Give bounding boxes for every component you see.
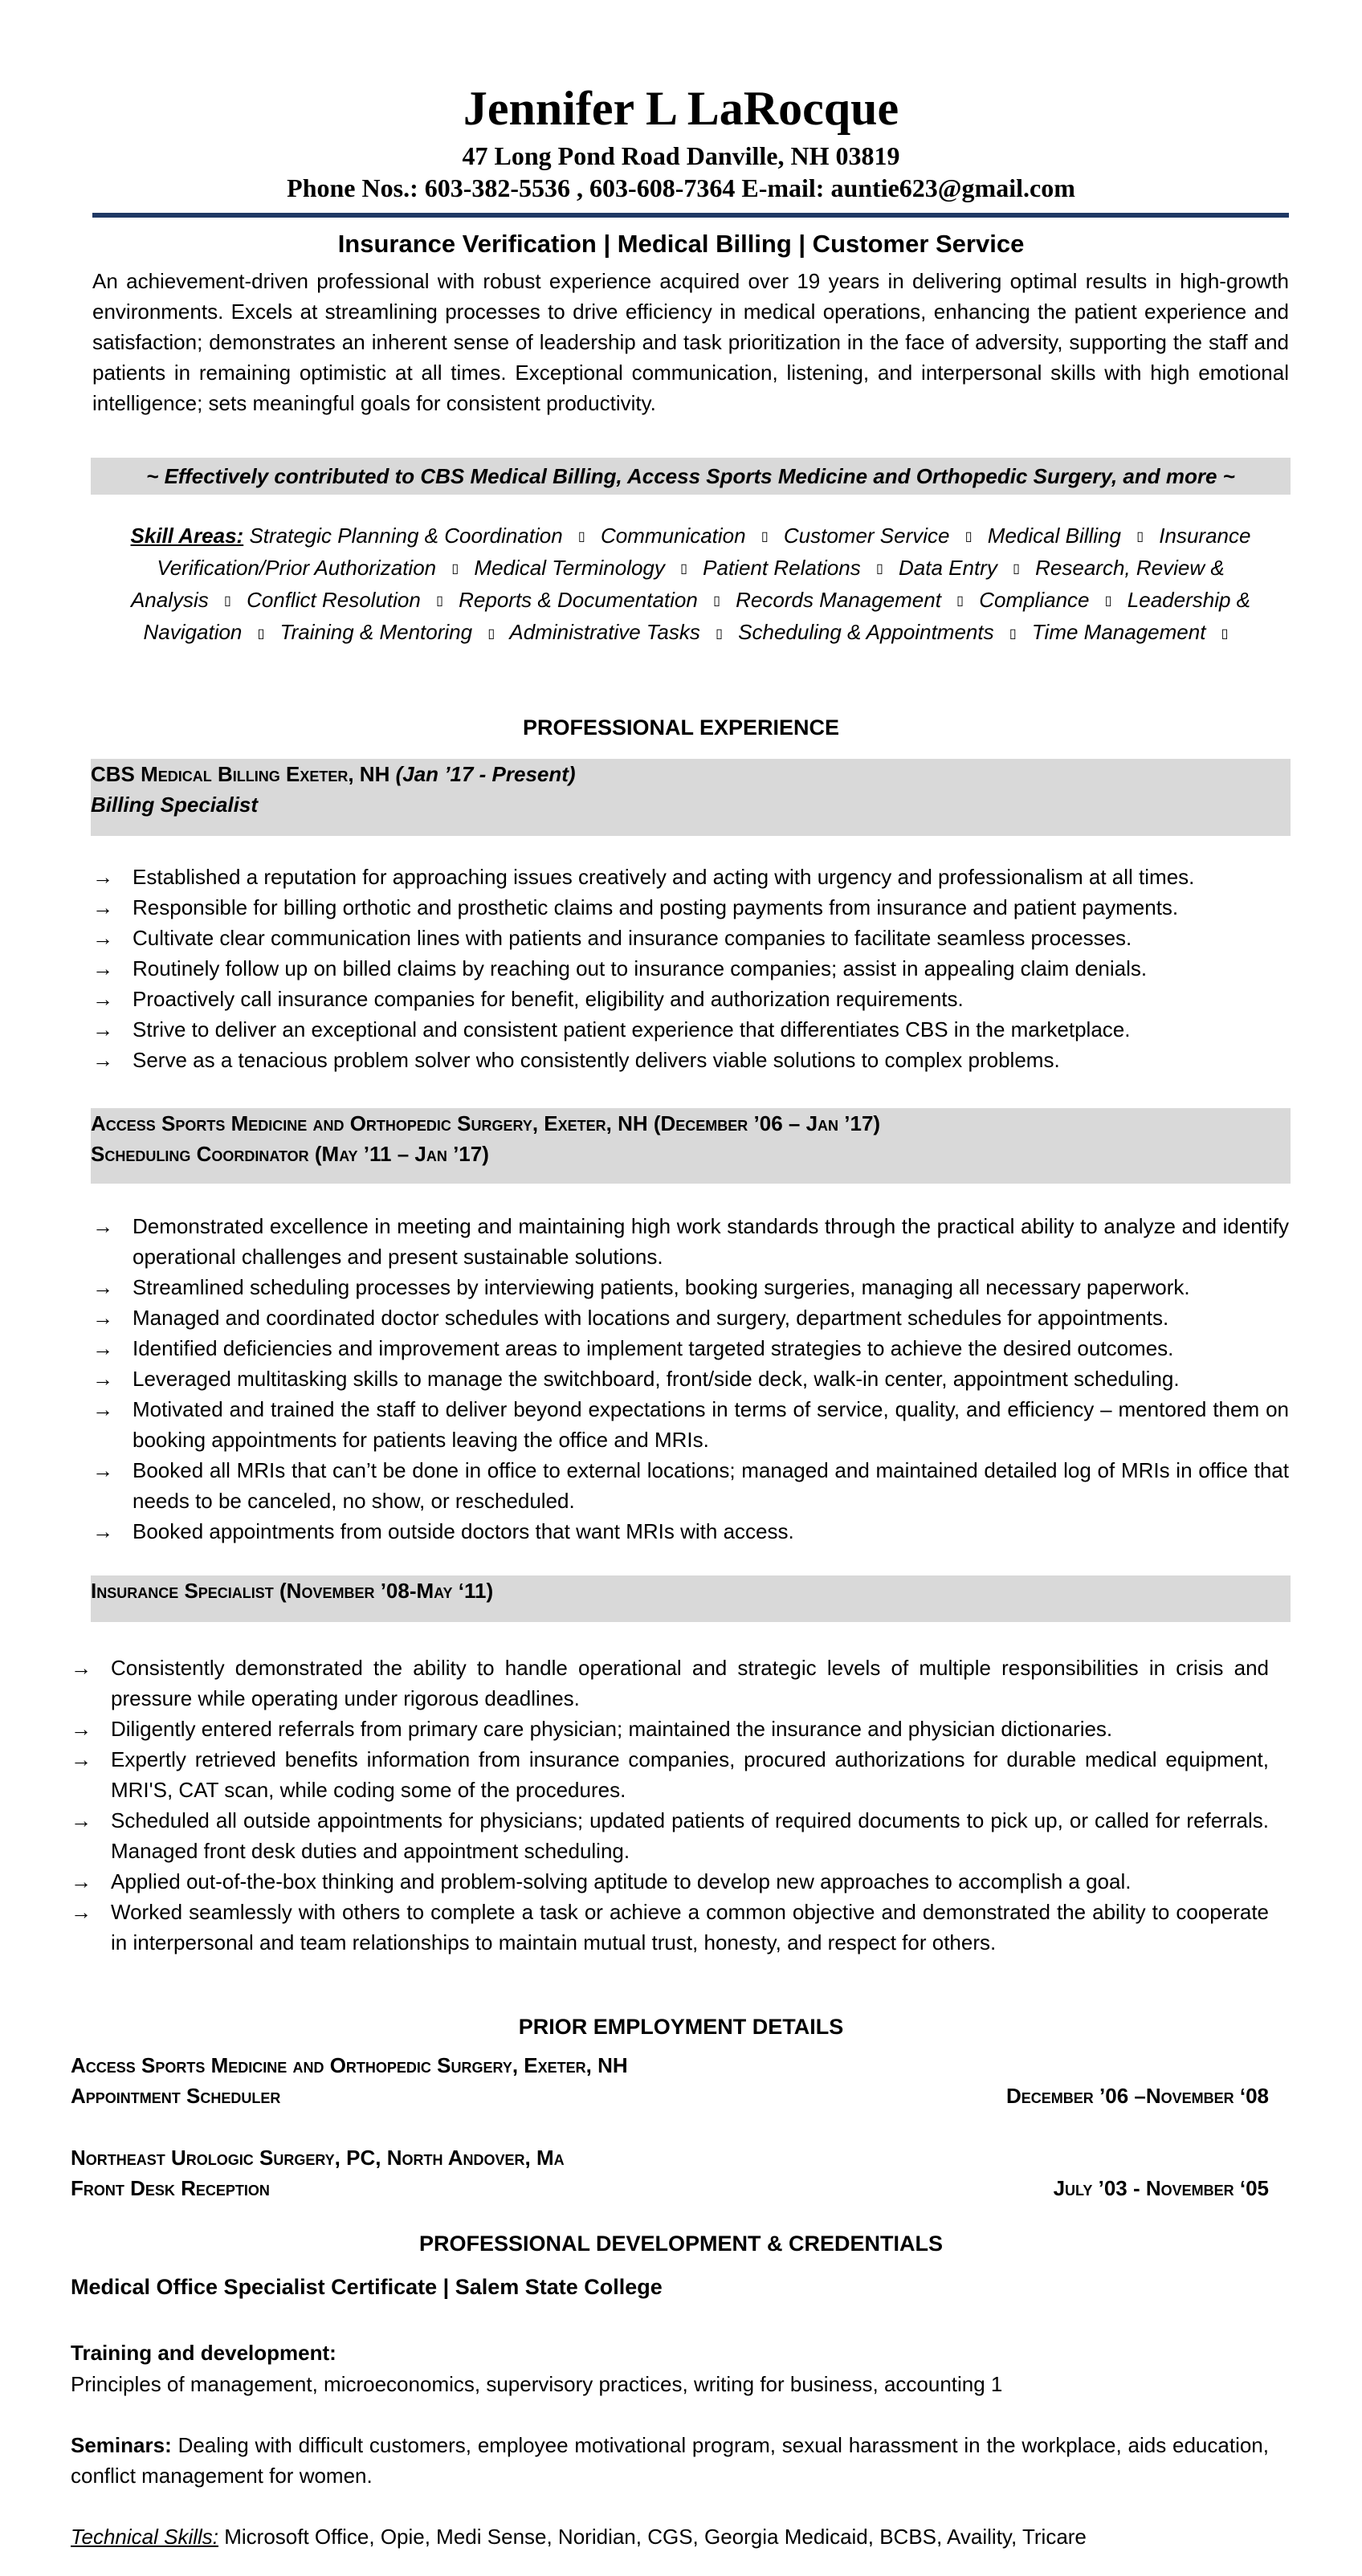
bullet-text: Streamlined scheduling processes by interviewing patients, booking surgeries, managing all necessary paperwork. bbox=[133, 1275, 1190, 1299]
arrow-right-icon: → bbox=[92, 1214, 113, 1238]
skill-item: Compliance bbox=[979, 588, 1090, 613]
separator-icon: ▯ bbox=[875, 562, 883, 577]
bullet-text: Strive to deliver an exceptional and consistent patient experience that differentiates CBS in the marketplace. bbox=[133, 1017, 1131, 1041]
job-bullets-insurance bbox=[71, 1653, 1269, 1958]
bullet-text: Identified deficiencies and improvement areas to implement targeted strategies to achieve the desired outcomes. bbox=[133, 1336, 1174, 1360]
certificate: Medical Office Specialist Certificate | Salem State College bbox=[71, 2275, 663, 2299]
header-divider bbox=[92, 213, 1289, 218]
separator-icon: ▯ bbox=[1013, 562, 1020, 577]
skill-item: Time Management bbox=[1031, 620, 1206, 645]
skill-item: Leadership & Navigation bbox=[143, 588, 1251, 645]
prior-item bbox=[71, 2050, 1269, 2111]
job-company: CBS Medical Billing Exeter, NH bbox=[91, 762, 390, 786]
candidate-name: Jennifer L LaRocque bbox=[463, 82, 899, 135]
job-bullets-cbs bbox=[92, 862, 1289, 1075]
technical-label: Technical Skills: bbox=[71, 2525, 219, 2549]
job-header-cbs bbox=[91, 759, 1291, 836]
seminars-text: Dealing with difficult customers, employee motivational program, sexual harassment in the workplace, aids education, conflict management for women. bbox=[71, 2433, 1269, 2488]
bullet-text: Serve as a tenacious problem solver who consistently delivers viable solutions to complex problems. bbox=[133, 1048, 1060, 1072]
skill-item: Insurance Verification/Prior Authorization bbox=[157, 524, 1251, 581]
bullet-text: Motivated and trained the staff to deliver beyond expectations in terms of service, quality, and efficiency – mentored them on booking appointments for patients leaving the office and MRIs. bbox=[133, 1397, 1289, 1452]
technical-skills bbox=[71, 2521, 1269, 2552]
headline: Insurance Verification | Medical Billing | Customer Service bbox=[337, 230, 1025, 258]
separator-icon: ▯ bbox=[436, 594, 443, 609]
bullet-item bbox=[71, 1744, 1269, 1805]
arrow-right-icon: → bbox=[92, 895, 113, 919]
bullet-item bbox=[92, 862, 1289, 892]
arrow-right-icon: → bbox=[92, 1275, 113, 1299]
separator-icon: ▯ bbox=[224, 594, 231, 609]
bullet-item bbox=[92, 1272, 1289, 1302]
skill-item: Reports & Documentation bbox=[459, 588, 698, 613]
technical-text: Microsoft Office, Opie, Medi Sense, Noridian, CGS, Georgia Medicaid, BCBS, Availity, Tricare bbox=[224, 2525, 1087, 2549]
prior-role: Front Desk Reception bbox=[71, 2176, 270, 2200]
arrow-right-icon: → bbox=[71, 1717, 92, 1741]
bullet-item bbox=[92, 1363, 1289, 1394]
bullet-text: Responsible for billing orthotic and prosthetic claims and posting payments from insurance and patient payments. bbox=[133, 895, 1179, 919]
arrow-right-icon: → bbox=[71, 1869, 92, 1893]
arrow-right-icon: → bbox=[71, 1656, 92, 1680]
arrow-right-icon: → bbox=[92, 1519, 113, 1543]
bullet-item bbox=[92, 1045, 1289, 1075]
job-bullets-access bbox=[92, 1211, 1289, 1547]
seminars bbox=[71, 2430, 1269, 2491]
bullet-text: Leveraged multitasking skills to manage the switchboard, front/side deck, walk-in center, appointment scheduling. bbox=[133, 1367, 1180, 1391]
bullet-item bbox=[71, 1866, 1269, 1897]
bullet-text: Diligently entered referrals from primary care physician; maintained the insurance and physician dictionaries. bbox=[111, 1717, 1113, 1741]
bullet-text: Booked appointments from outside doctors that want MRIs with access. bbox=[133, 1519, 794, 1543]
contact-line: Phone Nos.: 603-382-5536 , 603-608-7364 E-mail: auntie623@gmail.com bbox=[287, 173, 1075, 202]
separator-icon: ▯ bbox=[1221, 626, 1229, 641]
separator-icon: ▯ bbox=[451, 562, 459, 577]
skill-item: Scheduling & Appointments bbox=[738, 620, 994, 645]
bullet-text: Routinely follow up on billed claims by reaching out to insurance companies; assist in appealing claim denials. bbox=[133, 956, 1148, 980]
bullet-item bbox=[71, 1653, 1269, 1714]
bullet-text: Scheduled all outside appointments for physicians; updated patients of required documents to pick up, or called for referrals. Managed front desk duties and appointment scheduling. bbox=[111, 1808, 1269, 1863]
address: 47 Long Pond Road Danville, NH 03819 bbox=[462, 141, 900, 170]
bullet-text: Managed and coordinated doctor schedules with locations and surgery, department schedules for appointments. bbox=[133, 1306, 1169, 1330]
bullet-text: Demonstrated excellence in meeting and maintaining high work standards through the practical ability to analyze and identify operational challenges and present sustainable solutions. bbox=[133, 1214, 1289, 1269]
arrow-right-icon: → bbox=[92, 1017, 113, 1041]
bullet-item bbox=[92, 1394, 1289, 1455]
job-header-insurance bbox=[91, 1575, 1291, 1622]
separator-icon: ▯ bbox=[713, 594, 720, 609]
skill-item: Records Management bbox=[736, 588, 941, 613]
bullet-text: Proactively call insurance companies for benefit, eligibility and authorization requirements. bbox=[133, 987, 964, 1011]
skill-item: Strategic Planning & Coordination bbox=[249, 524, 563, 548]
skill-item: Training & Mentoring bbox=[279, 620, 473, 645]
bullet-item bbox=[92, 953, 1289, 984]
arrow-right-icon: → bbox=[92, 1458, 113, 1482]
bullet-item bbox=[92, 1302, 1289, 1333]
prior-company: Access Sports Medicine and Orthopedic Surgery, Exeter, NH bbox=[71, 2053, 628, 2077]
separator-icon: ▯ bbox=[680, 562, 687, 577]
arrow-right-icon: → bbox=[71, 1747, 92, 1771]
skill-item: Research, Review & Analysis bbox=[130, 556, 1225, 613]
arrow-right-icon: → bbox=[92, 926, 113, 950]
prior-role: Appointment Scheduler bbox=[71, 2084, 281, 2108]
job-header-access bbox=[91, 1108, 1291, 1184]
separator-icon: ▯ bbox=[1104, 594, 1112, 609]
job-role: Billing Specialist bbox=[91, 793, 259, 817]
arrow-right-icon: → bbox=[92, 1048, 113, 1072]
bullet-text: Booked all MRIs that can’t be done in office to external locations; managed and maintained detailed log of MRIs in office that needs to be canceled, no show, or rescheduled. bbox=[133, 1458, 1289, 1513]
bullet-item bbox=[92, 1516, 1289, 1547]
bullet-item bbox=[92, 984, 1289, 1014]
job-role: Insurance Specialist (November ’08-May ‘11) bbox=[91, 1579, 494, 1603]
bullet-item bbox=[92, 923, 1289, 953]
bullet-item bbox=[92, 1455, 1289, 1516]
seminars-label: Seminars: bbox=[71, 2433, 172, 2457]
bullet-item bbox=[71, 1805, 1269, 1866]
summary: An achievement-driven professional with robust experience acquired over 19 years in delivering optimal results in high-growth environments. Excels at streamlining processes to drive efficiency in medical operations, enhancing the patient experience and satisfaction; demonstrates an inherent sense of leadership and task prioritization in the face of adversity, supporting the staff and patients in remaining optimistic at all times. Exceptional communication, listening, and interpersonal skills with high emotional intelligence; sets meaningful goals for consistent productivity. bbox=[92, 269, 1289, 415]
skill-item: Medical Billing bbox=[987, 524, 1121, 548]
prior-item bbox=[71, 2142, 1269, 2203]
separator-icon: ▯ bbox=[964, 530, 973, 544]
bullet-item bbox=[71, 1897, 1269, 1958]
job-dates: (Jan ’17 - Present) bbox=[395, 762, 576, 786]
prior-dates: December ’06 –November ‘08 bbox=[1006, 2084, 1269, 2108]
bullet-text: Worked seamlessly with others to complete a task or achieve a common objective and demonstrated the ability to cooperate in interpersonal and team relationships to maintain mutual trust, honesty, and respect for others. bbox=[111, 1900, 1269, 1954]
skill-item: Patient Relations bbox=[703, 556, 861, 581]
separator-icon: ▯ bbox=[1009, 626, 1017, 641]
arrow-right-icon: → bbox=[92, 1397, 113, 1421]
arrow-right-icon: → bbox=[92, 956, 113, 980]
separator-icon: ▯ bbox=[577, 530, 585, 544]
training-text: Principles of management, microeconomics, supervisory practices, writing for business, accounting 1 bbox=[71, 2372, 1003, 2396]
arrow-right-icon: → bbox=[92, 865, 113, 889]
arrow-right-icon: → bbox=[71, 1900, 92, 1924]
bullet-text: Applied out-of-the-box thinking and problem-solving aptitude to develop new approaches to accomplish a goal. bbox=[111, 1869, 1132, 1893]
bullet-text: Cultivate clear communication lines with patients and insurance companies to facilitate seamless processes. bbox=[133, 926, 1132, 950]
skill-item: Customer Service bbox=[783, 524, 950, 548]
bullet-text: Established a reputation for approaching issues creatively and acting with urgency and professionalism at all times. bbox=[133, 865, 1195, 889]
prior-dates: July ’03 - November ‘05 bbox=[1053, 2176, 1269, 2200]
skill-item: Data Entry bbox=[899, 556, 997, 581]
bullet-item bbox=[92, 1333, 1289, 1363]
separator-icon: ▯ bbox=[257, 626, 265, 641]
skill-item: Communication bbox=[600, 524, 746, 548]
skill-areas-label: Skill Areas: bbox=[130, 524, 244, 548]
arrow-right-icon: → bbox=[92, 1367, 113, 1391]
arrow-right-icon: → bbox=[92, 987, 113, 1011]
separator-icon: ▯ bbox=[956, 594, 964, 609]
separator-icon: ▯ bbox=[1136, 530, 1144, 544]
prior-title: PRIOR EMPLOYMENT DETAILS bbox=[518, 2015, 844, 2039]
skill-areas bbox=[128, 520, 1253, 650]
experience-title: PROFESSIONAL EXPERIENCE bbox=[522, 715, 840, 740]
training-label: Training and development: bbox=[71, 2341, 336, 2365]
bullet-text: Consistently demonstrated the ability to handle operational and strategic levels of multiple responsibilities in crisis and pressure while operating under rigorous deadlines. bbox=[111, 1656, 1269, 1710]
bullet-item bbox=[92, 892, 1289, 923]
banner: ~ Effectively contributed to CBS Medical Billing, Access Sports Medicine and Orthopedic Surgery, and more ~ bbox=[91, 458, 1291, 495]
bullet-text: Expertly retrieved benefits information from insurance companies, procured authorizations for durable medical equipment, MRI'S, CAT scan, while coding some of the procedures. bbox=[111, 1747, 1269, 1802]
job-role: Scheduling Coordinator (May ’11 – Jan ’17) bbox=[91, 1142, 489, 1166]
arrow-right-icon: → bbox=[92, 1306, 113, 1330]
prior-company: Northeast Urologic Surgery, PC, North Andover, Ma bbox=[71, 2146, 565, 2170]
arrow-right-icon: → bbox=[92, 1336, 113, 1360]
separator-icon: ▯ bbox=[716, 626, 723, 641]
bullet-item bbox=[71, 1714, 1269, 1744]
bullet-item bbox=[92, 1211, 1289, 1272]
job-company: Access Sports Medicine and Orthopedic Surgery, Exeter, NH (December ’06 – Jan ’17) bbox=[91, 1111, 881, 1135]
arrow-right-icon: → bbox=[71, 1808, 92, 1832]
skill-item: Conflict Resolution bbox=[247, 588, 421, 613]
skill-item: Administrative Tasks bbox=[509, 620, 700, 645]
separator-icon: ▯ bbox=[761, 530, 769, 544]
skill-item: Medical Terminology bbox=[474, 556, 665, 581]
bullet-item bbox=[92, 1014, 1289, 1045]
separator-icon: ▯ bbox=[487, 626, 495, 641]
development-title: PROFESSIONAL DEVELOPMENT & CREDENTIALS bbox=[418, 2232, 944, 2256]
